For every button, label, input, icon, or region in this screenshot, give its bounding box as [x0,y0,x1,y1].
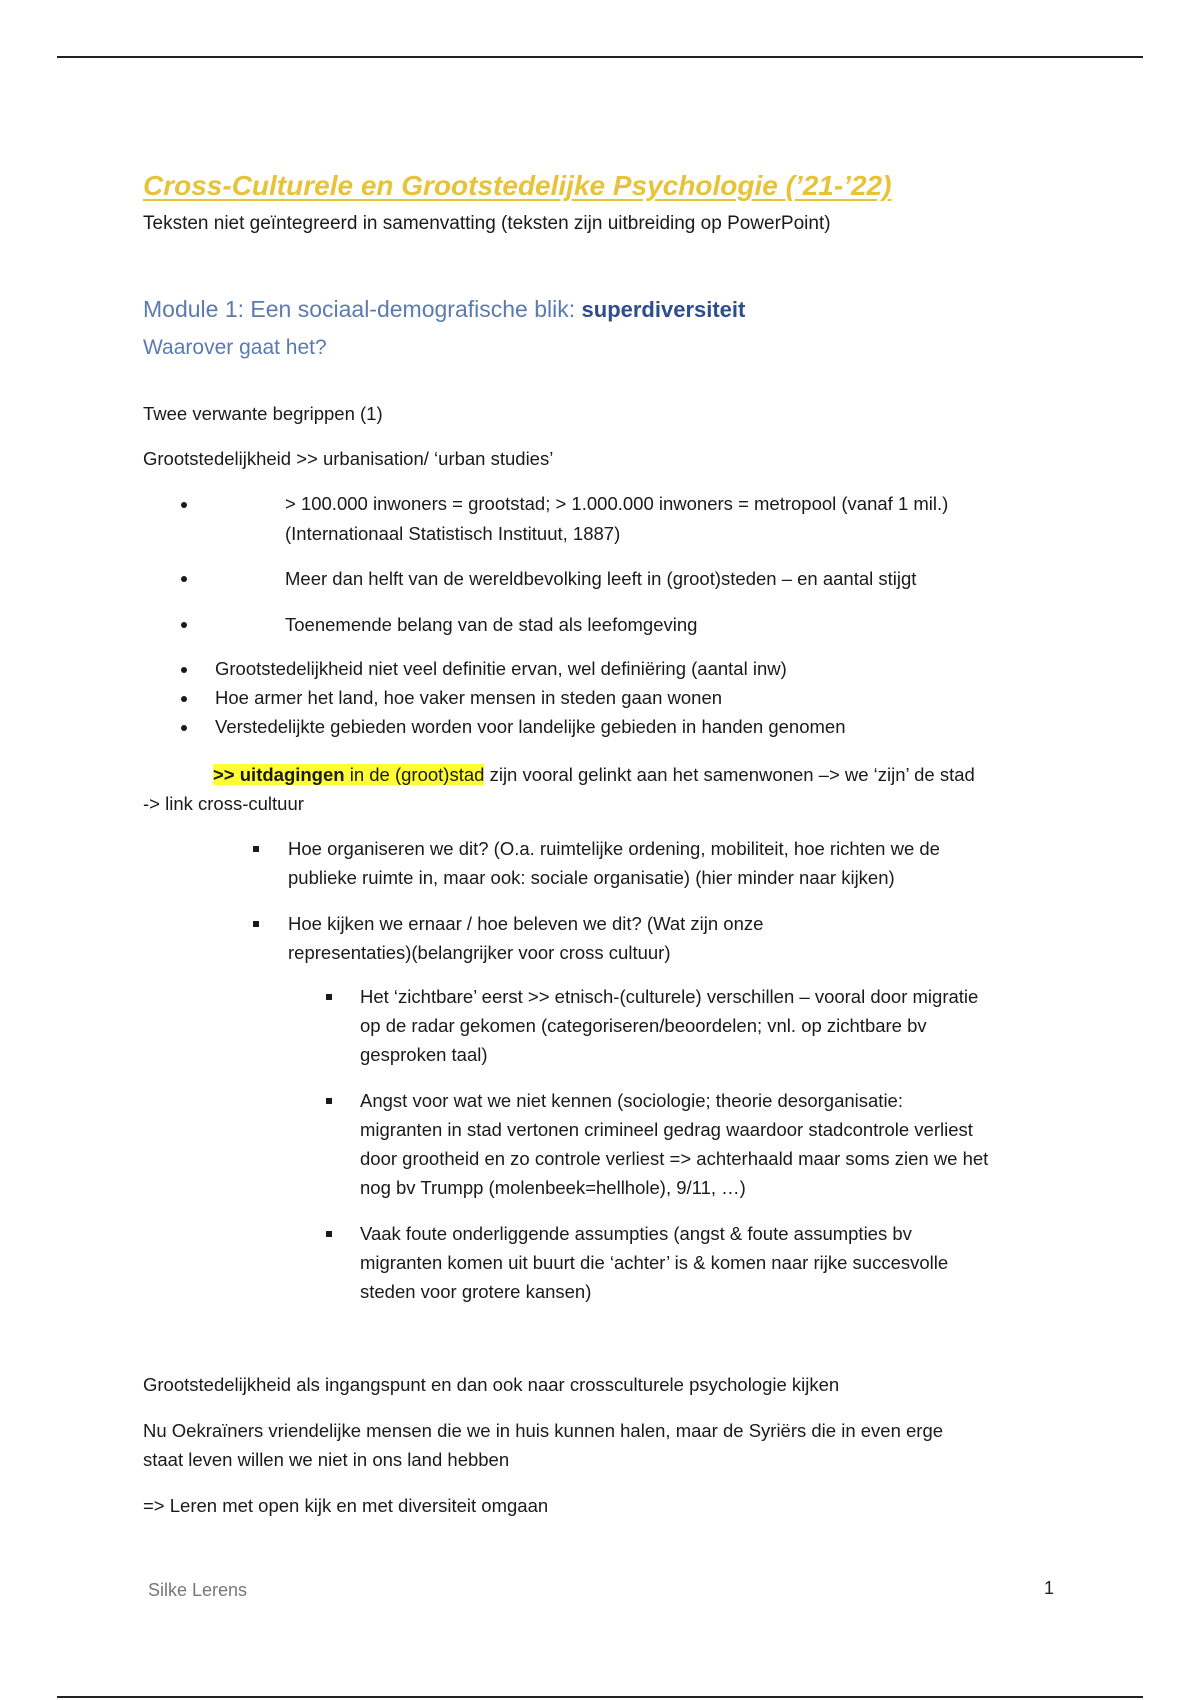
list-item-continuation: door grootheid en zo controle verliest => achterhaald maar soms zien we het [360,1148,989,1169]
list-item: Toenemende belang van de stad als leefomgeving [285,614,698,635]
paragraph-link-cross-cultuur: -> link cross-cultuur [143,793,304,814]
bottom-rule [57,1696,1143,1698]
bullet-dot [181,725,187,731]
list-item: Verstedelijkte gebieden worden voor landelijke gebieden in handen genomen [215,716,846,737]
paragraph-ingangspunt: Grootstedelijkheid als ingangspunt en dan ook naar crossculturele psychologie kijken [143,1374,840,1395]
bullet-dot [181,576,187,582]
list-item-continuation: representaties)(belangrijker voor cross cultuur) [288,942,671,963]
list-item-continuation: (Internationaal Statistisch Instituut, 1887) [285,523,621,544]
list-item-continuation: migranten in stad vertonen crimineel gedrag waardoor stadcontrole verliest [360,1119,973,1140]
bullet-dot [181,502,187,508]
list-item: Hoe kijken we ernaar / hoe beleven we dit? (Wat zijn onze [288,913,764,934]
square-bullet [326,1098,332,1104]
paragraph-uitdagingen-rest: zijn vooral gelinkt aan het samenwonen –> we ‘zijn’ de stad [484,764,975,785]
footer-page-number: 1 [1044,1578,1055,1598]
square-bullet [326,994,332,1000]
list-item-continuation: gesproken taal) [360,1044,488,1065]
bullet-dot [181,622,187,628]
list-item: > 100.000 inwoners = grootstad; > 1.000.000 inwoners = metropool (vanaf 1 mil.) [285,493,949,514]
section-heading: Waarover gaat het? [143,336,327,359]
paragraph-conclusie: => Leren met open kijk en met diversiteit omgaan [143,1495,549,1516]
list-item: Vaak foute onderliggende assumpties (angst & foute assumpties bv [360,1223,912,1244]
document-title: Cross-Culturele en Grootstedelijke Psychologie (’21-’22) [143,170,892,201]
module-heading-prefix: Module 1: Een sociaal-demografische blik: [143,296,582,322]
square-bullet [326,1231,332,1237]
list-item-continuation: migranten komen uit buurt die ‘achter’ is & komen naar rijke succesvolle [360,1252,949,1273]
module-heading [143,296,745,323]
paragraph-oekrainers-line2: staat leven willen we niet in ons land hebben [143,1449,510,1470]
list-item-continuation: publieke ruimte in, maar ook: sociale organisatie) (hier minder naar kijken) [288,867,895,888]
bullet-dot [181,667,187,673]
paragraph-grootstedelijkheid: Grootstedelijkheid >> urbanisation/ ‘urban studies’ [143,448,554,469]
list-item-continuation: nog bv Trumpp (molenbeek=hellhole), 9/11, …) [360,1177,746,1198]
list-item-continuation: op de radar gekomen (categoriseren/beoordelen; vnl. op zichtbare bv [360,1015,927,1036]
list-item: Hoe armer het land, hoe vaker mensen in steden gaan wonen [215,687,723,708]
list-item-continuation: steden voor grotere kansen) [360,1281,592,1302]
paragraph-uitdagingen [213,760,975,789]
highlight-rest: in de (groot)stad [344,764,485,785]
square-bullet [253,921,259,927]
paragraph-oekrainers-line1: Nu Oekraïners vriendelijke mensen die we in huis kunnen halen, maar de Syriërs die in even erge [143,1420,944,1441]
list-item: Grootstedelijkheid niet veel definitie ervan, wel definiëring (aantal inw) [215,658,787,679]
list-item: Meer dan helft van de wereldbevolking leeft in (groot)steden – en aantal stijgt [285,568,917,589]
footer-author: Silke Lerens [148,1580,248,1600]
top-rule [57,56,1143,58]
list-item: Angst voor wat we niet kennen (sociologie; theorie desorganisatie: [360,1090,903,1111]
highlight-bold: >> uitdagingen [213,764,345,785]
highlighted-phrase [213,764,484,785]
list-item: Hoe organiseren we dit? (O.a. ruimtelijke ordening, mobiliteit, hoe richten we de [288,838,940,859]
bullet-dot [181,696,187,702]
square-bullet [253,846,259,852]
paragraph-begrippen: Twee verwante begrippen (1) [143,403,383,424]
document-subtitle: Teksten niet geïntegreerd in samenvatting (teksten zijn uitbreiding op PowerPoint) [143,213,831,234]
list-item: Het ‘zichtbare’ eerst >> etnisch-(culturele) verschillen – vooral door migratie [360,986,979,1007]
module-heading-strong: superdiversiteit [581,297,746,322]
